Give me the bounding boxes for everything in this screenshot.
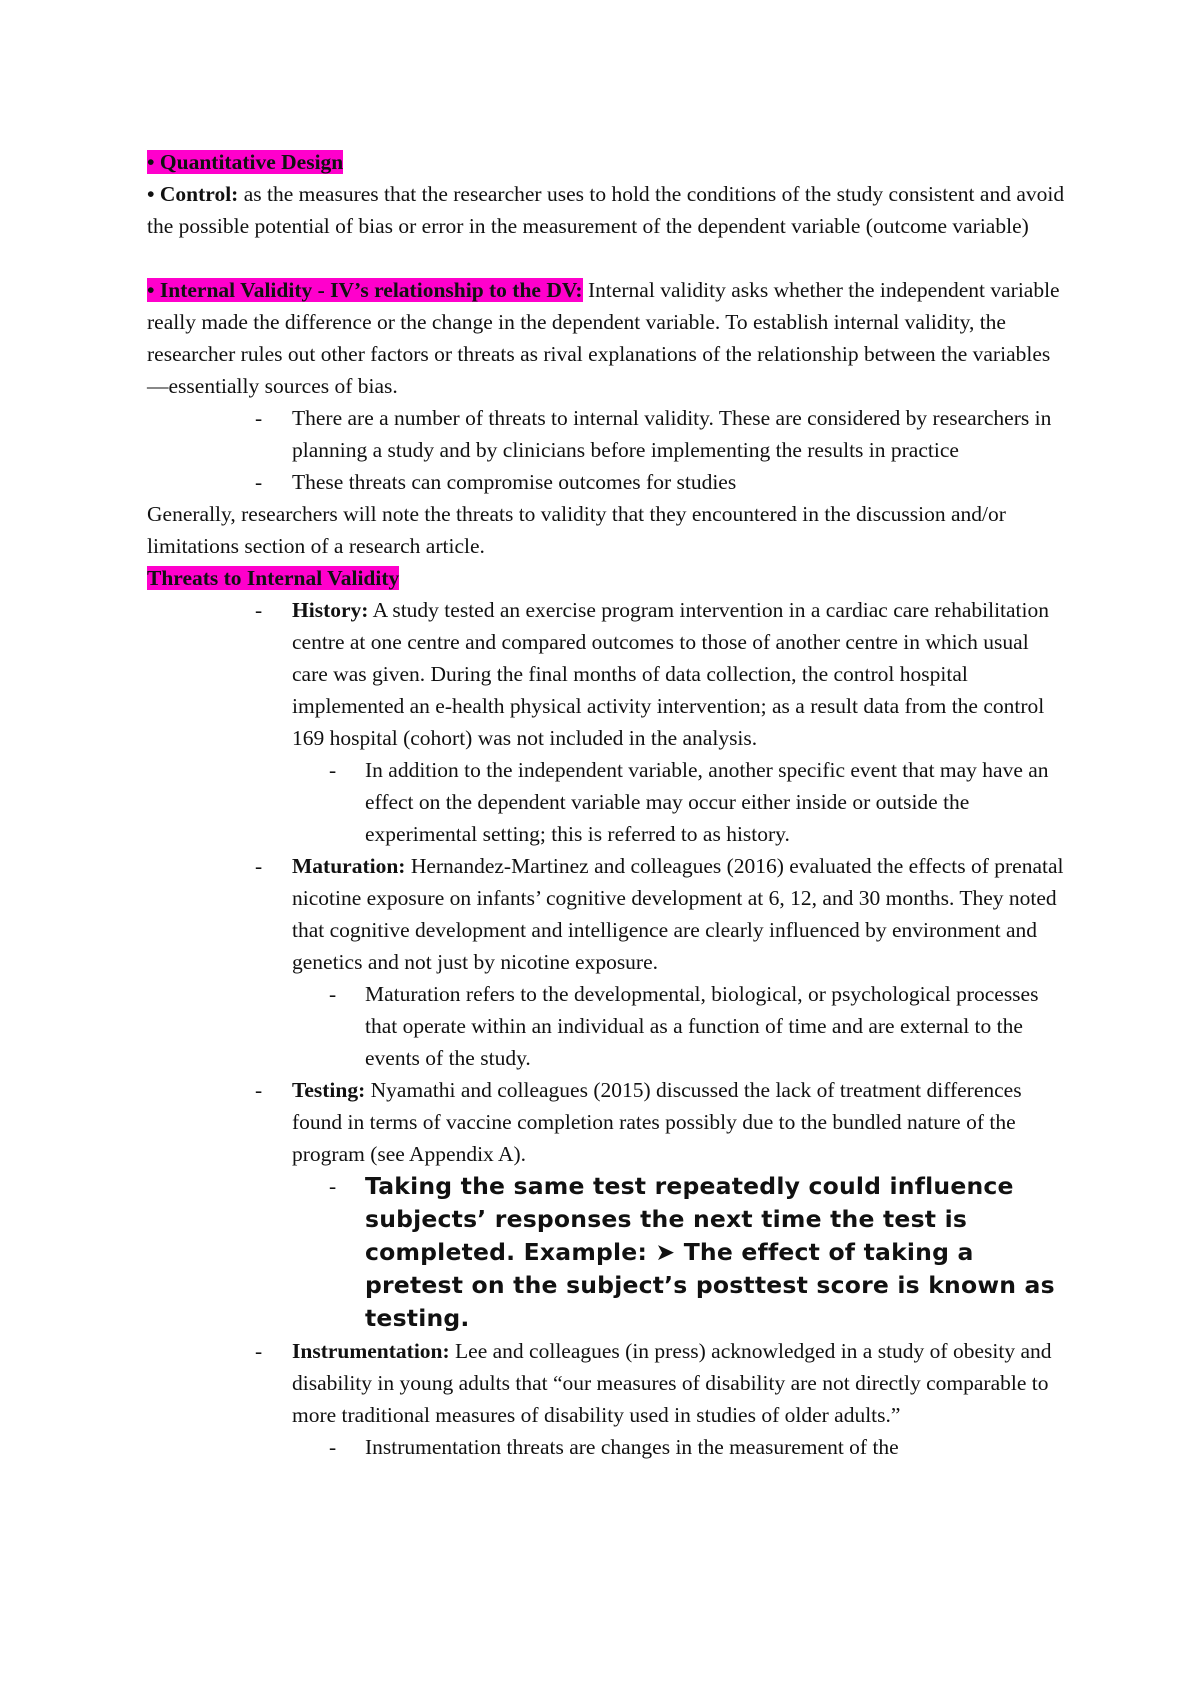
document-content [147, 146, 1067, 1463]
control-paragraph [147, 178, 1067, 242]
internal-validity-text: Internal validity asks whether the independent variable really made the difference or the change in the dependent variable. To establish internal validity, the researcher rules out other factors or threats as rival explanations of the relationship between the variables—essentially sources of bias. [147, 278, 1060, 398]
dash-bullet: - [329, 1174, 337, 1198]
history-text: A study tested an exercise program intervention in a cardiac care rehabilitation centre at one centre and compared outcomes to those of another centre in which usual care was given. During the final months of data collection, the control hospital implemented an e-health physical activity intervention; as a result data from the control 169 hospital (cohort) was not included in the analysis. [292, 598, 1050, 750]
list-item: - These threats can compromise outcomes for studies [147, 466, 1067, 498]
generally-paragraph: Generally, researchers will note the threats to validity that they encountered in the discussion and/or limitations section of a research article. [147, 502, 1006, 558]
maturation-definition: - Maturation refers to the developmental, biological, or psychological processes that operate within an individual as a function of time and are external to the events of the study. [147, 978, 1067, 1074]
threats-heading: Threats to Internal Validity [147, 566, 400, 590]
maturation-text: Hernandez-Martinez and colleagues (2016) evaluated the effects of prenatal nicotine exposure on infants’ cognitive development at 6, 12, and 30 months. They noted that cognitive development and intelligence are clearly influenced by environment and genetics and not just by nicotine exposure. [292, 854, 1064, 974]
dash-bullet: - [255, 470, 263, 494]
threat-history [147, 594, 1067, 754]
history-definition: - In addition to the independent variable, another specific event that may have an effect on the dependent variable may occur either inside or outside the experimental setting; this is referred to as history. [147, 754, 1067, 850]
control-text: as the measures that the researcher uses to hold the conditions of the study consistent and avoid the possible potential of bias or error in the measurement of the dependent variable (outcome variable) [147, 182, 1065, 238]
dash-bullet: - [329, 982, 337, 1006]
internal-validity-label: • Internal Validity - IV’s relationship to the DV: [147, 278, 583, 302]
dash-bullet: - [329, 1435, 337, 1459]
instrumentation-definition: - Instrumentation threats are changes in the measurement of the [147, 1431, 1067, 1463]
threat-maturation [147, 850, 1067, 978]
testing-definition: - Taking the same test repeatedly could influence subjects’ responses the next time the test is completed. Example: ➤ The effect of taking a pretest on the subject’s posttest score is known as testing. [329, 1172, 1055, 1332]
maturation-label: Maturation: [292, 854, 406, 878]
instrumentation-label: Instrumentation: [292, 1339, 450, 1363]
internal-validity-paragraph [147, 274, 1067, 402]
threat-testing [147, 1074, 1067, 1170]
dash-bullet: - [255, 854, 263, 878]
instrumentation-text: Lee and colleagues (in press) acknowledged in a study of obesity and disability in young adults that “our measures of disability are not directly comparable to more traditional measures of disability used in studies of older adults.” [292, 1339, 1052, 1427]
blank-line [147, 242, 1067, 274]
testing-label: Testing: [292, 1078, 366, 1102]
control-label: • Control: [147, 182, 239, 206]
dash-bullet: - [255, 1339, 263, 1363]
threat-instrumentation [147, 1335, 1067, 1431]
dash-bullet: - [255, 1078, 263, 1102]
heading-quantitative-design: • Quantitative Design [147, 150, 344, 174]
testing-text: Nyamathi and colleagues (2015) discussed the lack of treatment differences found in terms of vaccine completion rates possibly due to the bundled nature of the program (see Appendix A). [292, 1078, 1022, 1166]
history-label: History: [292, 598, 369, 622]
list-item: - There are a number of threats to internal validity. These are considered by researchers in planning a study and by clinicians before implementing the results in practice [147, 402, 1067, 466]
dash-bullet: - [255, 406, 263, 430]
dash-bullet: - [255, 598, 263, 622]
dash-bullet: - [329, 758, 337, 782]
